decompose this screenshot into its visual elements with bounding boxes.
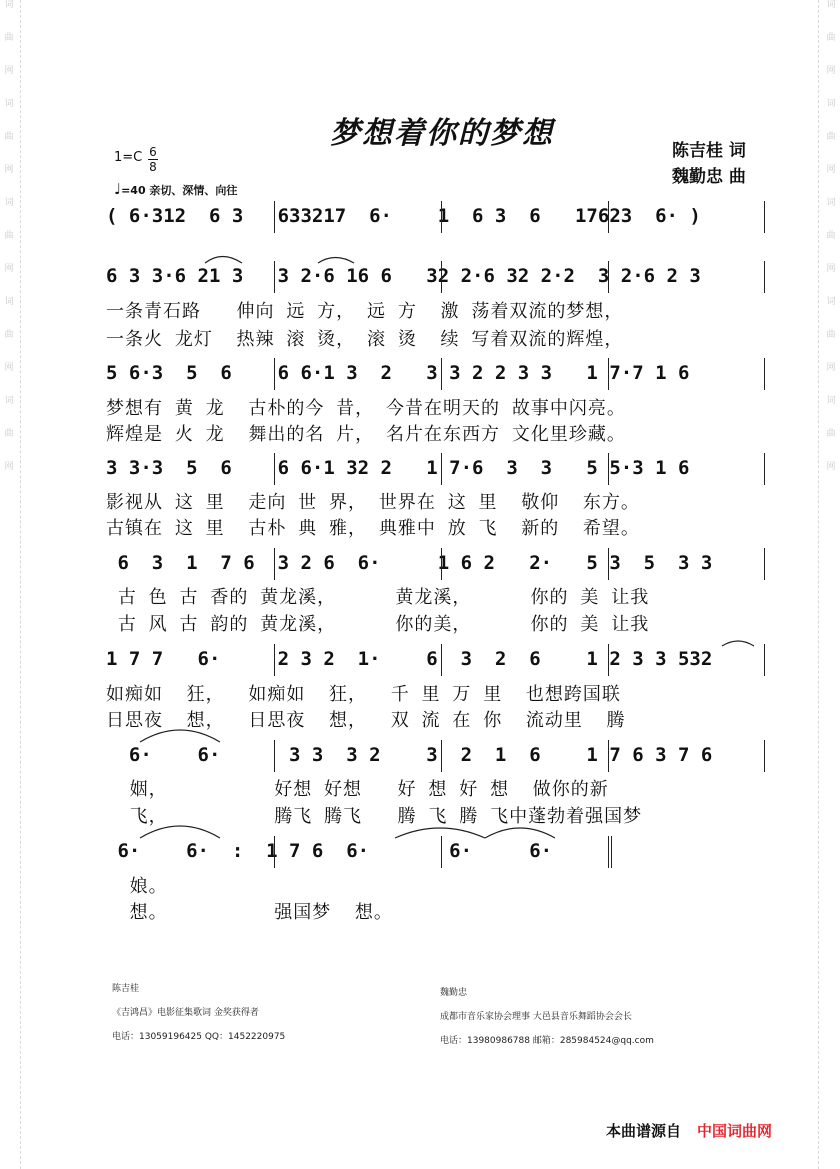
- staff-row: 3 3·3 5 6 6 6·1 32 2 1 7·6 3 3 5 5·3 1 6: [106, 457, 766, 493]
- lyric-line: 古镇在 这 里 古朴 典 雅， 典雅中 放 飞 新的 希望。: [106, 518, 640, 539]
- watermark-left: 词 曲 网 词 曲 网 词 曲 网 词 曲 网 词 曲 网: [4, 0, 14, 472]
- lyric-line: 姻， 好想 好想 好 想 好 想 做你的新: [106, 779, 609, 800]
- lyric-line: 娘。: [106, 876, 168, 897]
- lyric-line: 日思夜 想， 日思夜 想， 双 流 在 你 流动里 腾: [106, 710, 626, 731]
- staff-row: 1 7 7 6· 2 3 2 1· 6 3 2 6 1 2 3 3 532: [106, 648, 766, 684]
- lyric-line: 飞， 腾飞 腾飞 腾 飞 腾 飞中蓬勃着强国梦: [106, 806, 643, 827]
- lyric-line: 一条火 龙灯 热辣 滚 烫， 滚 烫 续 写着双流的辉煌，: [106, 329, 624, 350]
- lyric-line: 古 色 古 香的 黄龙溪， 黄龙溪， 你的 美 让我: [106, 587, 650, 608]
- time-signature: 6 8: [149, 145, 157, 174]
- source-credit: 本曲谱源自 中国词曲网: [606, 1122, 773, 1140]
- lyric-line: 梦想有 黄 龙 古朴的今 昔， 今昔在明天的 故事中闪亮。: [106, 398, 626, 419]
- source-site-link[interactable]: 中国词曲网: [697, 1122, 773, 1140]
- staff-row: 5 6·3 5 6 6 6·1 3 2 3 3 2 2 3 3 1 7·7 1 6: [106, 362, 766, 398]
- staff-row: 6· 6· 3 3 3 2 3 2 1 6 1 7 6 3 7 6: [106, 744, 766, 780]
- composer-info: 魏勤忠 成都市音乐家协会理事 大邑县音乐舞蹈协会会长 电话：13980986788 邮箱：285984524@qq.com: [440, 988, 654, 1046]
- staff-row: 6 3 1 7 6 3 2 6 6· 1 6 2 2· 5 3 5 3 3: [106, 552, 766, 588]
- staff-row: 6· 6· : 1 7 6 6· 6· 6·: [106, 840, 766, 876]
- lyric-line: 古 风 古 韵的 黄龙溪， 你的美， 你的 美 让我: [106, 614, 650, 635]
- lyric-line: 辉煌是 火 龙 舞出的名 片， 名片在东西方 文化里珍藏。: [106, 424, 626, 445]
- lyricist-info: 陈吉桂 《吉鸿昌》电影征集歌词 金奖获得者 电话：13059196425 QQ：1452220975: [112, 984, 286, 1042]
- lyric-line: 如痴如 狂， 如痴如 狂， 千 里 万 里 也想跨国联: [106, 684, 621, 705]
- song-title: 梦想着你的梦想: [330, 116, 554, 151]
- tempo-marking: ♩=40 亲切、深情、向往: [114, 180, 238, 198]
- staff-row: ( 6·312 6 3 633217 6· 1 6 3 6 17623 6· ): [106, 205, 766, 241]
- lyric-line: 一条青石路 伸向 远 方， 远 方 激 荡着双流的梦想，: [106, 301, 624, 322]
- staff-row: 6 3 3·6 21 3 3 2·6 16 6 32 2·6 32 2·2 3 2·6 2 3: [106, 265, 766, 301]
- lyric-line: 影视从 这 里 走向 世 界， 世界在 这 里 敬仰 东方。: [106, 492, 640, 513]
- key-signature: 1=C: [114, 150, 143, 165]
- lyricist: 陈吉桂 词: [672, 141, 746, 161]
- lyric-line: 想。 强国梦 想。: [106, 902, 393, 923]
- watermark-right: 词 曲 网 词 曲 网 词 曲 网 词 曲 网 词 曲 网: [826, 0, 836, 472]
- quarter-note-icon: ♩: [114, 180, 122, 198]
- composer: 魏勤忠 曲: [672, 167, 746, 187]
